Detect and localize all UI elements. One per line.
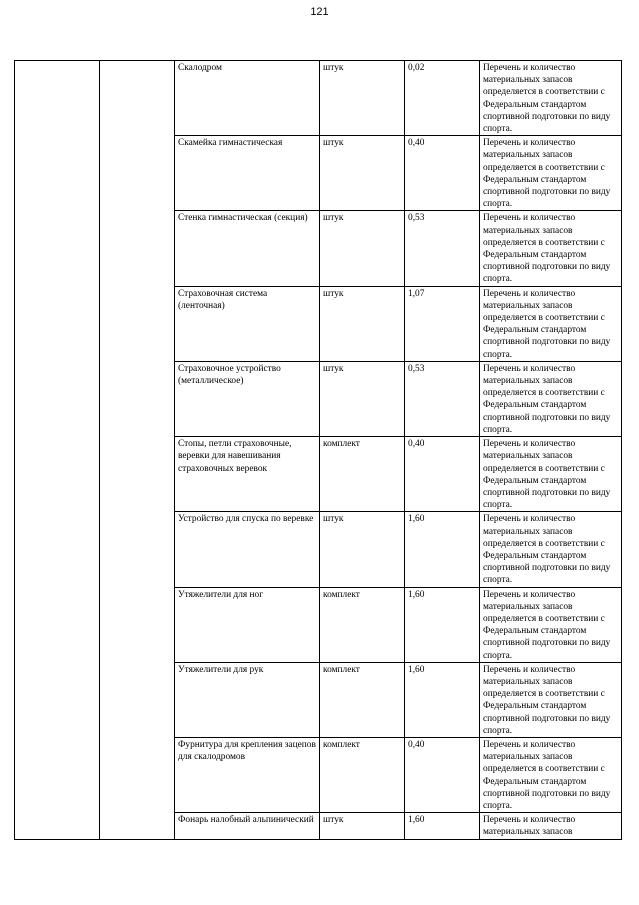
item-unit-cell: комплект — [320, 437, 405, 512]
item-note-cell: Перечень и количество материальных запасов определяется в соответствии с Федеральным стандартом спортивной подготовки по виду спорта. — [480, 587, 622, 662]
item-note-cell: Перечень и количество материальных запасов определяется в соответствии с Федеральным стандартом спортивной подготовки по виду спорта. — [480, 361, 622, 436]
item-unit-cell: штук — [320, 813, 405, 839]
item-quantity-cell: 0,02 — [405, 61, 480, 136]
item-quantity-cell: 1,60 — [405, 587, 480, 662]
item-note-cell: Перечень и количество материальных запасов — [480, 813, 622, 839]
item-note-cell: Перечень и количество материальных запасов определяется в соответствии с Федеральным стандартом спортивной подготовки по виду спорта. — [480, 286, 622, 361]
item-unit-cell: штук — [320, 286, 405, 361]
item-unit-cell: штук — [320, 211, 405, 286]
item-name-cell: Стопы, петли страховочные, веревки для навешивания страховочных веревок — [175, 437, 320, 512]
item-unit-cell: штук — [320, 512, 405, 587]
item-unit-cell: комплект — [320, 662, 405, 737]
page-number: 121 — [310, 6, 329, 18]
item-quantity-cell: 1,60 — [405, 662, 480, 737]
item-name-cell: Фонарь налобный альпинический — [175, 813, 320, 839]
item-note-cell: Перечень и количество материальных запасов определяется в соответствии с Федеральным стандартом спортивной подготовки по виду спорта. — [480, 737, 622, 812]
item-quantity-cell: 0,40 — [405, 737, 480, 812]
item-note-cell: Перечень и количество материальных запасов определяется в соответствии с Федеральным стандартом спортивной подготовки по виду спорта. — [480, 437, 622, 512]
item-name-cell: Скалодром — [175, 61, 320, 136]
item-note-cell: Перечень и количество материальных запасов определяется в соответствии с Федеральным стандартом спортивной подготовки по виду спорта. — [480, 211, 622, 286]
item-name-cell: Скамейка гимнастическая — [175, 136, 320, 211]
item-quantity-cell: 1,60 — [405, 813, 480, 839]
item-name-cell: Фурнитура для крепления зацепов для скалодромов — [175, 737, 320, 812]
item-unit-cell: штук — [320, 361, 405, 436]
item-unit-cell: штук — [320, 136, 405, 211]
item-name-cell: Страховочное устройство (металлическое) — [175, 361, 320, 436]
equipment-table — [14, 60, 622, 840]
item-unit-cell: комплект — [320, 737, 405, 812]
item-quantity-cell: 0,53 — [405, 361, 480, 436]
merged-cell-col-2 — [100, 61, 175, 840]
item-note-cell: Перечень и количество материальных запасов определяется в соответствии с Федеральным стандартом спортивной подготовки по виду спорта. — [480, 662, 622, 737]
item-quantity-cell: 1,60 — [405, 512, 480, 587]
item-unit-cell: штук — [320, 61, 405, 136]
item-name-cell: Страховочная система (ленточная) — [175, 286, 320, 361]
item-name-cell: Стенка гимнастическая (секция) — [175, 211, 320, 286]
item-name-cell: Устройство для спуска по веревке — [175, 512, 320, 587]
item-unit-cell: комплект — [320, 587, 405, 662]
merged-cell-col-1 — [15, 61, 100, 840]
item-name-cell: Утяжелители для рук — [175, 662, 320, 737]
item-quantity-cell: 0,40 — [405, 437, 480, 512]
table-row — [15, 61, 622, 136]
item-note-cell: Перечень и количество материальных запасов определяется в соответствии с Федеральным стандартом спортивной подготовки по виду спорта. — [480, 512, 622, 587]
item-note-cell: Перечень и количество материальных запасов определяется в соответствии с Федеральным стандартом спортивной подготовки по виду спорта. — [480, 136, 622, 211]
item-name-cell: Утяжелители для ног — [175, 587, 320, 662]
item-quantity-cell: 0,53 — [405, 211, 480, 286]
item-note-cell: Перечень и количество материальных запасов определяется в соответствии с Федеральным стандартом спортивной подготовки по виду спорта. — [480, 61, 622, 136]
item-quantity-cell: 1,07 — [405, 286, 480, 361]
item-quantity-cell: 0,40 — [405, 136, 480, 211]
